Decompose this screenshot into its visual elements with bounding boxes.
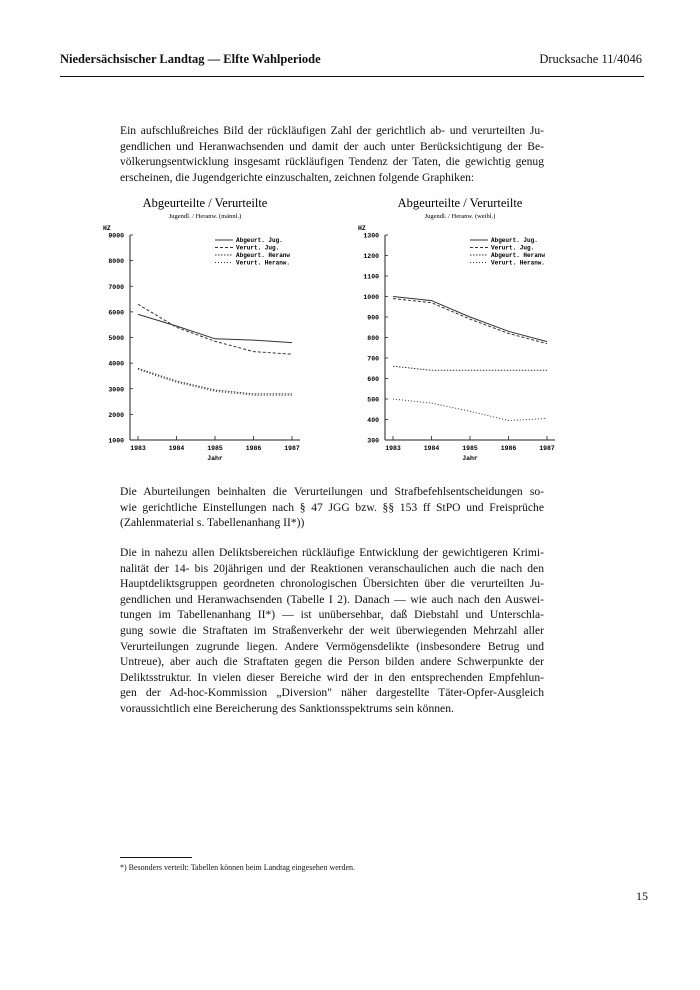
- chart2-y-tick-label: 300: [367, 437, 379, 445]
- chart1-y-tick-label: 3000: [108, 386, 124, 394]
- chart2-y-tick-label: 1200: [363, 253, 379, 260]
- text-line: Deliktsstruktur. In vielen dieser Bereiche wird der in den entsprechenden Empfehlun-: [120, 670, 544, 684]
- chart1-subtitle: Jugendl. / Heranw. (männl.): [168, 213, 242, 220]
- text-line: Hauptdeliktsgruppen geordneten chronologischen Übersichten über die verurteilten Ju-: [120, 577, 544, 591]
- chart2-x-tick-label: 1984: [423, 445, 440, 452]
- chart1-y-tick-label: 8000: [108, 258, 124, 266]
- text-line: Die Aburteilungen beinhalten die Verurteilungen und Strafbefehlsentscheidungen so-: [120, 485, 544, 498]
- chart1-y-tick-label: 9000: [108, 232, 124, 240]
- chart2-y-tick-label: 400: [367, 417, 379, 424]
- chart1-title: Abgeurteilte / Verurteilte: [142, 196, 268, 210]
- text-line: gen der Ad-hoc-Kommission „Diversion" näher dargestellte Täter-Opfer-Ausgleich: [120, 686, 544, 700]
- chart1-x-tick-label: 1983: [130, 445, 146, 452]
- chart1-series-2-line: [138, 304, 292, 354]
- chart2-title: Abgeurteilte / Verurteilte: [397, 196, 523, 210]
- text-line: wie gerichtliche Einstellungen nach § 47 JGG bzw. §§ 153 ff StPO und Freisprüche: [120, 500, 544, 514]
- text-line: (Zahlenmaterial s. Tabellenanhang II*)): [120, 516, 305, 530]
- chart2-y-tick-label: 1100: [363, 273, 379, 281]
- document-number: Drucksache 11/4046: [539, 52, 642, 66]
- chart1-y-tick-label: 2000: [108, 411, 124, 419]
- chart2-x-tick-label: 1985: [462, 445, 478, 452]
- chart1-legend-label: Verurt. Jug.: [236, 244, 280, 252]
- chart2-series-4-line: [393, 399, 547, 421]
- chart1-x-axis-label: Jahr: [207, 455, 223, 462]
- chart2-series-2-line: [393, 299, 547, 344]
- chart2-y-tick-label: 500: [367, 396, 379, 404]
- chart1-y-axis-label: HZ: [103, 225, 111, 232]
- chart1-series-3-line: [138, 368, 292, 394]
- chart-male-svg: [95, 190, 320, 460]
- running-header-title: Niedersächsischer Landtag — Elfte Wahlperiode: [60, 52, 321, 66]
- chart2-legend-label: Verurt. Heranw.: [491, 259, 546, 267]
- chart-male: [95, 190, 320, 460]
- chart2-y-tick-label: 600: [367, 376, 379, 383]
- chart1-x-tick-label: 1986: [245, 445, 262, 452]
- chart2-y-tick-label: 1300: [363, 232, 379, 240]
- chart2-x-tick-label: 1986: [500, 445, 517, 452]
- chart2-series-3-line: [393, 366, 547, 370]
- chart2-subtitle: Jugendl. / Heranw. (weibl.): [424, 213, 496, 220]
- page-number: 15: [636, 889, 648, 903]
- chart2-y-tick-label: 900: [367, 314, 379, 322]
- chart1-legend-label: Verurt. Heranw.: [236, 259, 291, 267]
- chart2-y-tick-label: 700: [367, 355, 379, 363]
- chart2-y-tick-label: 1000: [363, 294, 379, 301]
- text-line: Verurteilungen zugrunde liegen. Andere Vermögensdelikte (insbesondere Betrug und: [120, 639, 544, 653]
- text-line: tungen im Tabellenanhang II*) — ist unübersehbar, daß Diebstahl und Unterschla-: [120, 608, 544, 622]
- chart-female-svg: [350, 190, 575, 460]
- note-paragraph: [120, 484, 544, 531]
- text-line: gendlichen und Heranwachsenden (Tabelle I 2). Danach — wie auch nach den Auswei-: [120, 592, 544, 606]
- chart1-legend-label: Abgeurt. Heranw: [236, 252, 291, 259]
- chart2-y-axis-label: HZ: [358, 225, 366, 232]
- chart1-x-tick-label: 1985: [207, 445, 223, 452]
- chart1-y-tick-label: 4000: [108, 360, 124, 368]
- text-line: voraussichtlich eine Bereicherung des Sanktionsspektrums sein können.: [120, 701, 454, 715]
- chart2-legend-label: Abgeurt. Heranw: [491, 252, 546, 259]
- chart2-legend-label: Verurt. Jug.: [491, 244, 535, 252]
- text-line: gendlichen und Heranwachsenden und damit der auch unter Berücksichtigung der Be-: [120, 139, 544, 153]
- intro-paragraph: [120, 123, 544, 185]
- text-line: gung sowie die Straftaten im Straßenverkehr der weit überwiegenden Mehrzahl aller: [120, 623, 544, 637]
- chart1-y-tick-label: 1000: [108, 437, 124, 445]
- text-line: Ein aufschlußreiches Bild der rückläufigen Zahl der gerichtlich ab- und verurteilten Ju-: [120, 124, 544, 137]
- chart2-x-tick-label: 1983: [385, 445, 401, 452]
- chart2-legend-label: Abgeurt. Jug.: [491, 237, 538, 244]
- text-line: nalität der 14- bis 20jährigen und der Reaktionen veranschaulichen auch die nach den: [120, 561, 544, 575]
- footnote-divider: [120, 857, 192, 858]
- chart1-series-4-line: [138, 370, 292, 396]
- header-divider: [60, 76, 644, 77]
- chart2-y-tick-label: 800: [367, 335, 379, 342]
- text-line: Untreue), aber auch die Straftaten gegen die Person bilden andere Schwerpunkte der: [120, 655, 544, 669]
- chart1-y-tick-label: 6000: [108, 309, 124, 317]
- chart2-x-tick-label: 1987: [539, 445, 555, 452]
- chart1-y-tick-label: 5000: [108, 335, 124, 342]
- chart1-x-tick-label: 1987: [284, 445, 300, 452]
- chart2-x-axis-label: Jahr: [462, 455, 478, 462]
- text-line: völkerungsentwicklung insgesamt rückläufigen Tendenz der Taten, die gewichtig genug: [120, 155, 544, 169]
- text-line: erscheinen, die Jugendgerichte einzuschalten, zeichnen folgende Graphiken:: [120, 170, 475, 184]
- chart1-x-tick-label: 1984: [168, 445, 185, 452]
- chart-female: [350, 190, 575, 460]
- chart1-legend-label: Abgeurt. Jug.: [236, 237, 283, 244]
- body-paragraph: [120, 545, 544, 717]
- footnote: *) Besonders verteilt: Tabellen können beim Landtag eingesehen werden.: [120, 863, 355, 872]
- text-line: Die in nahezu allen Deliktsbereichen rückläufige Entwicklung der gewichtigeren Krimi-: [120, 546, 544, 559]
- chart1-y-tick-label: 7000: [108, 283, 124, 291]
